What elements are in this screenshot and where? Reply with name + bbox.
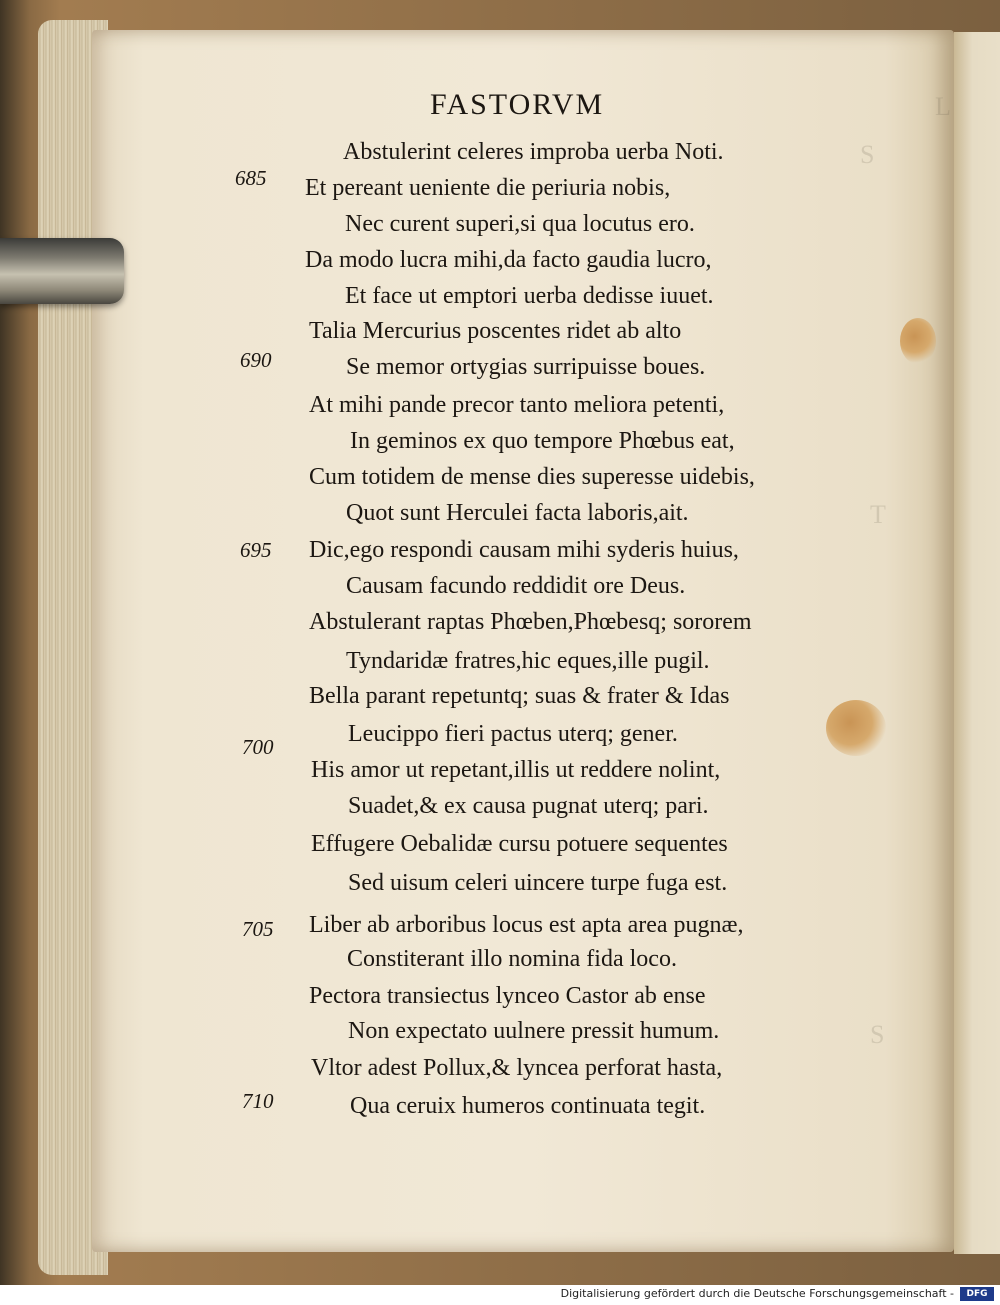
verse-line: Nec curent superi,si qua locutus ero. (345, 211, 695, 237)
bleed-through-mark: S (870, 1020, 885, 1049)
paper-stain (900, 318, 936, 364)
verse-line: Se memor ortygias surripuisse boues. (346, 354, 706, 380)
verse-line: Abstulerant raptas Phœben,Phœbesq; sororem (309, 609, 752, 635)
verse-line: Quot sunt Herculei facta laboris,ait. (346, 500, 689, 526)
running-header: FASTORVM (430, 88, 605, 121)
funding-credit: Digitalisierung gefördert durch die Deutsche Forschungsgemeinschaft - (560, 1287, 954, 1300)
line-number: 705 (242, 917, 274, 941)
facing-page (954, 32, 1000, 1254)
verse-line: Constiterant illo nomina fida loco. (347, 946, 677, 972)
verse-line: Tyndaridæ fratres,hic eques,ille pugil. (346, 648, 710, 674)
verse-line: Cum totidem de mense dies superesse uidebis, (309, 464, 755, 490)
bleed-through-mark: S (860, 140, 875, 169)
line-number: 690 (240, 348, 272, 372)
line-number: 700 (242, 735, 274, 759)
verse-line: Causam facundo reddidit ore Deus. (346, 573, 686, 599)
verse-line: Bella parant repetuntq; suas & frater & Idas (309, 683, 730, 709)
verse-line: His amor ut repetant,illis ut reddere nolint, (311, 757, 721, 783)
bookmark-tab (0, 238, 124, 304)
paper-stain (826, 700, 886, 756)
verse-line: Leucippo fieri pactus uterq; gener. (348, 721, 678, 747)
verse-line: Talia Mercurius poscentes ridet ab alto (309, 318, 682, 344)
verse-line: Da modo lucra mihi,da facto gaudia lucro, (305, 247, 712, 273)
verse-line: Suadet,& ex causa pugnat uterq; pari. (348, 793, 709, 819)
verse-line: Sed uisum celeri uincere turpe fuga est. (348, 870, 728, 896)
verse-line: Vltor adest Pollux,& lyncea perforat hasta, (311, 1055, 723, 1081)
verse-line: Qua ceruix humeros continuata tegit. (350, 1093, 706, 1119)
bleed-through-mark: L (935, 92, 951, 121)
verse-line: Dic,ego respondi causam mihi syderis huius, (309, 537, 739, 563)
dfg-logo: DFG (960, 1287, 994, 1301)
footer-bar (0, 1285, 1000, 1305)
verse-line: At mihi pande precor tanto meliora petenti, (309, 392, 725, 418)
verse-line: Pectora transiectus lynceo Castor ab ense (309, 983, 706, 1009)
bleed-through-mark: T (870, 500, 886, 529)
verse-line: Liber ab arboribus locus est apta area pugnæ, (309, 912, 744, 938)
line-number: 710 (242, 1089, 274, 1113)
verse-line: In geminos ex quo tempore Phœbus eat, (350, 428, 735, 454)
verse-line: Effugere Oebalidæ cursu potuere sequentes (311, 831, 728, 857)
verse-line: Abstulerint celeres improba uerba Noti. (343, 139, 724, 165)
verse-line: Et pereant ueniente die periuria nobis, (305, 175, 671, 201)
line-number: 685 (235, 166, 267, 190)
line-number: 695 (240, 538, 272, 562)
verse-line: Et face ut emptori uerba dedisse iuuet. (345, 283, 714, 309)
verse-line: Non expectato uulnere pressit humum. (348, 1018, 720, 1044)
